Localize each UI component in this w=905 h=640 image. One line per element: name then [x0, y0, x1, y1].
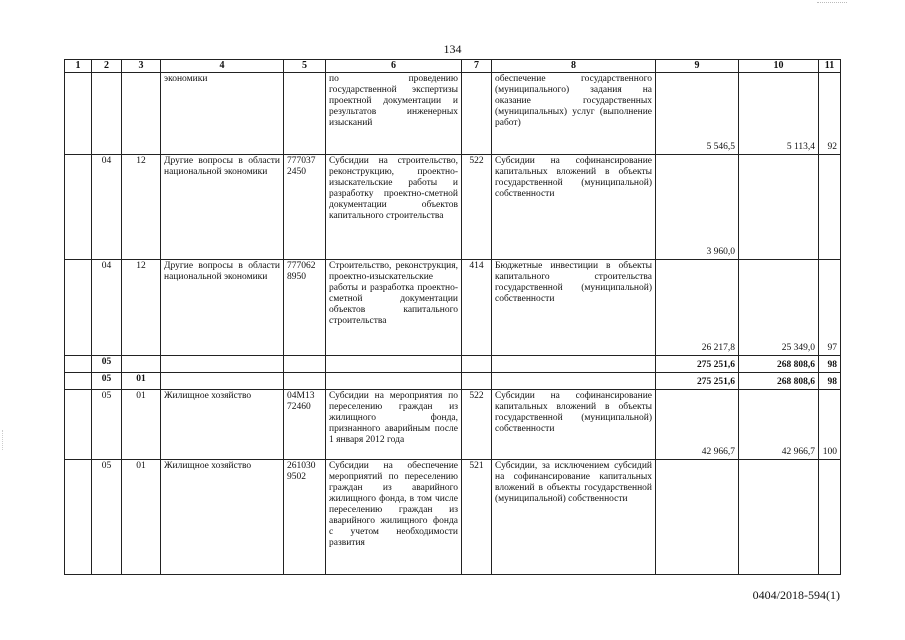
col-header-4: 4 [161, 60, 284, 73]
col-header-3: 3 [122, 60, 161, 73]
cell-actual [739, 155, 819, 260]
cell-razdel: 05 [92, 460, 122, 575]
cell-expense-code [462, 373, 492, 390]
cell-percent: 100 [819, 390, 841, 460]
cell-percent: 98 [819, 373, 841, 390]
cell-plan [656, 460, 739, 575]
cell-target-name [326, 373, 462, 390]
cell-podrazdel: 12 [122, 260, 161, 356]
cell-podrazdel: 01 [122, 390, 161, 460]
cell-podrazdel [122, 73, 161, 155]
col-header-11: 11 [819, 60, 841, 73]
col-header-1: 1 [65, 60, 92, 73]
cell-expense-code [462, 73, 492, 155]
cell-target-name: по проведению государственной экспертизы проектной документации и результатов инженерных изысканий [326, 73, 462, 155]
document-code: 0404/2018-594(1) [752, 588, 840, 602]
col-header-10: 10 [739, 60, 819, 73]
cell-expense-code: 522 [462, 390, 492, 460]
table-row-total [65, 356, 841, 373]
cell-podrazdel [122, 356, 161, 373]
header-row [65, 60, 841, 73]
cell-target-code: 777062 8950 [284, 260, 326, 356]
cell-plan: 5 546,5 [656, 73, 739, 155]
col-header-7: 7 [462, 60, 492, 73]
table-row [65, 73, 841, 155]
table-row [65, 390, 841, 460]
cell-section [65, 356, 92, 373]
cell-percent [819, 460, 841, 575]
cell-expense-name: Субсидии на софинансирование капитальных вложений в объекты государственной (муниципальной) собственности [492, 155, 656, 260]
cell-target-code: 04М13 72460 [284, 390, 326, 460]
cell-target-name: Субсидии на строительство, реконструкцию, проектно-изыскательские работы и разработку проектно-сметной документации объектов капитального строительства [326, 155, 462, 260]
cell-plan: 3 960,0 [656, 155, 739, 260]
cell-target-code [284, 373, 326, 390]
cell-razdel: 05 [92, 373, 122, 390]
cell-razdel: 05 [92, 356, 122, 373]
cell-expense-name [492, 373, 656, 390]
cell-percent: 97 [819, 260, 841, 356]
cell-section-name [161, 373, 284, 390]
cell-section-name: Другие вопросы в области национальной экономики [161, 260, 284, 356]
cell-podrazdel: 01 [122, 460, 161, 575]
cell-expense-code: 414 [462, 260, 492, 356]
cell-razdel [92, 73, 122, 155]
cell-plan: 26 217,8 [656, 260, 739, 356]
cell-percent: 92 [819, 73, 841, 155]
cell-section [65, 373, 92, 390]
scan-mark-top [817, 2, 847, 3]
cell-section-name: Жилищное хозяйство [161, 390, 284, 460]
cell-expense-name: Субсидии, за исключением субсидий на софинансирование капитальных вложений в объекты государственной (муниципальной) собственности [492, 460, 656, 575]
table-row [65, 155, 841, 260]
cell-podrazdel: 01 [122, 373, 161, 390]
cell-expense-name: обеспечение государственного (муниципального) задания на оказание государственных (муниципальных) услуг (выполнение работ) [492, 73, 656, 155]
cell-actual: 25 349,0 [739, 260, 819, 356]
cell-target-name: Строительство, реконструкция, проектно-изыскательские работы и разработка проектно-сметной документации объектов капитального строительства [326, 260, 462, 356]
cell-percent [819, 155, 841, 260]
cell-target-name: Субсидии на мероприятия по переселению граждан из жилищного фонда, признанного аварийным после 1 января 2012 года [326, 390, 462, 460]
table-row [65, 460, 841, 575]
cell-razdel: 04 [92, 260, 122, 356]
cell-actual: 268 808,6 [739, 373, 819, 390]
cell-expense-code: 521 [462, 460, 492, 575]
cell-target-code: 777037 2450 [284, 155, 326, 260]
cell-percent: 98 [819, 356, 841, 373]
cell-expense-code: 522 [462, 155, 492, 260]
cell-expense-code [462, 356, 492, 373]
cell-section-name: Другие вопросы в области национальной экономики [161, 155, 284, 260]
cell-actual: 42 966,7 [739, 390, 819, 460]
cell-plan: 275 251,6 [656, 356, 739, 373]
cell-target-name [326, 356, 462, 373]
budget-table [64, 59, 841, 575]
cell-expense-name: Бюджетные инвестиции в объекты капитального строительства государственной (муниципальной) собственности [492, 260, 656, 356]
cell-section [65, 155, 92, 260]
table-row-total [65, 373, 841, 390]
cell-actual [739, 460, 819, 575]
col-header-5: 5 [284, 60, 326, 73]
cell-plan: 42 966,7 [656, 390, 739, 460]
cell-section-name [161, 356, 284, 373]
cell-section [65, 460, 92, 575]
cell-actual: 268 808,6 [739, 356, 819, 373]
table-row [65, 260, 841, 356]
scan-mark-left [2, 430, 3, 450]
col-header-2: 2 [92, 60, 122, 73]
cell-section [65, 73, 92, 155]
cell-actual: 5 113,4 [739, 73, 819, 155]
page-number: 134 [443, 42, 462, 56]
cell-target-code [284, 356, 326, 373]
cell-razdel: 04 [92, 155, 122, 260]
cell-section [65, 390, 92, 460]
col-header-9: 9 [656, 60, 739, 73]
cell-section-name: Жилищное хозяйство [161, 460, 284, 575]
cell-section-name: экономики [161, 73, 284, 155]
cell-section [65, 260, 92, 356]
cell-plan: 275 251,6 [656, 373, 739, 390]
cell-target-code: 261030 9502 [284, 460, 326, 575]
cell-razdel: 05 [92, 390, 122, 460]
cell-expense-name: Субсидии на софинансирование капитальных вложений в объекты государственной (муниципальной) собственности [492, 390, 656, 460]
col-header-6: 6 [326, 60, 462, 73]
cell-podrazdel: 12 [122, 155, 161, 260]
cell-expense-name [492, 356, 656, 373]
col-header-8: 8 [492, 60, 656, 73]
cell-target-code [284, 73, 326, 155]
cell-target-name: Субсидии на обеспечение мероприятий по переселению граждан из аварийного жилищного фонда, в том числе переселению граждан из аварийного жилищного фонда с учетом необходимости развития [326, 460, 462, 575]
